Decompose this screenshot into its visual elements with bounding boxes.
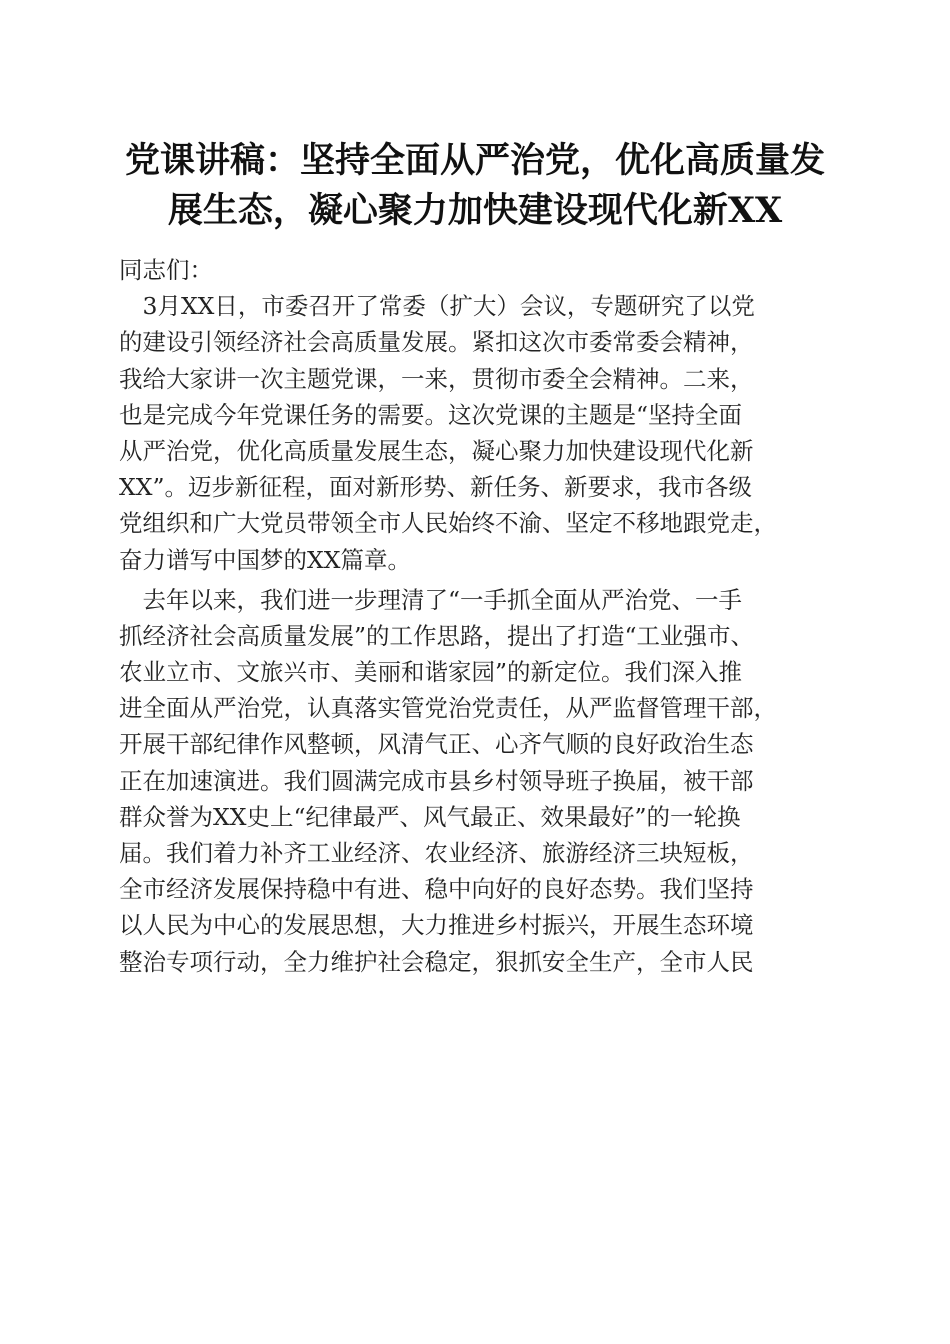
text-line: 的建设引领经济社会高质量发展。紧扣这次市委常委会精神，: [119, 328, 754, 357]
text-line: 我给大家讲一次主题党课，一来，贯彻市委全会精神。二来，: [119, 364, 754, 393]
paragraph-2: [119, 582, 831, 980]
text-line: 以人民为中心的发展思想，大力推进乡村振兴，开展生态环境: [119, 911, 754, 940]
paragraph-1: [119, 288, 831, 578]
text-line: 整治专项行动，全力维护社会稳定，狠抓安全生产，全市人民: [119, 947, 754, 976]
text-line: 抓经济社会高质量发展”的工作思路，提出了打造“工业强市、: [119, 621, 755, 650]
text-line: 也是完成今年党课任务的需要。这次党课的主题是“坚持全面: [119, 400, 743, 429]
document-title: [100, 136, 850, 236]
text-line: 全市经济发展保持稳中有进、稳中向好的良好态势。我们坚持: [119, 875, 754, 904]
text-line: 党组织和广大党员带领全市人民始终不渝、坚定不移地跟党走，: [119, 509, 777, 538]
text-line: 进全面从严治党，认真落实管党治党责任，从严监督管理干部，: [119, 694, 777, 723]
text-line: 3月XX日，市委召开了常委（扩大）会议，专题研究了以党: [119, 292, 755, 321]
text-line: 正在加速演进。我们圆满完成市县乡村领导班子换届，被干部: [119, 766, 754, 795]
text-line: 群众誉为XX史上“纪律最严、风气最正、效果最好”的一轮换: [119, 802, 741, 831]
text-line: XX”。迈步新征程，面对新形势、新任务、新要求，我市各级: [119, 473, 752, 502]
text-line: 从严治党，优化高质量发展生态，凝心聚力加快建设现代化新: [119, 436, 754, 465]
title-line: 展生态，凝心聚力加快建设现代化新XX: [167, 190, 783, 231]
text-line: 农业立市、文旅兴市、美丽和谐家园”的新定位。我们深入推: [119, 658, 743, 687]
document-body: [119, 252, 831, 980]
text-line: 开展干部纪律作风整顿，风清气正、心齐气顺的良好政治生态: [119, 730, 754, 759]
salutation: 同志们：: [119, 256, 213, 284]
text-line: 去年以来，我们进一步理清了“一手抓全面从严治党、一手: [119, 585, 743, 614]
text-line: 奋力谱写中国梦的XX篇章。: [119, 545, 411, 574]
text-line: 届。我们着力补齐工业经济、农业经济、旅游经济三块短板，: [119, 839, 754, 867]
title-line: 党课讲稿：坚持全面从严治党，优化高质量发: [124, 140, 825, 181]
